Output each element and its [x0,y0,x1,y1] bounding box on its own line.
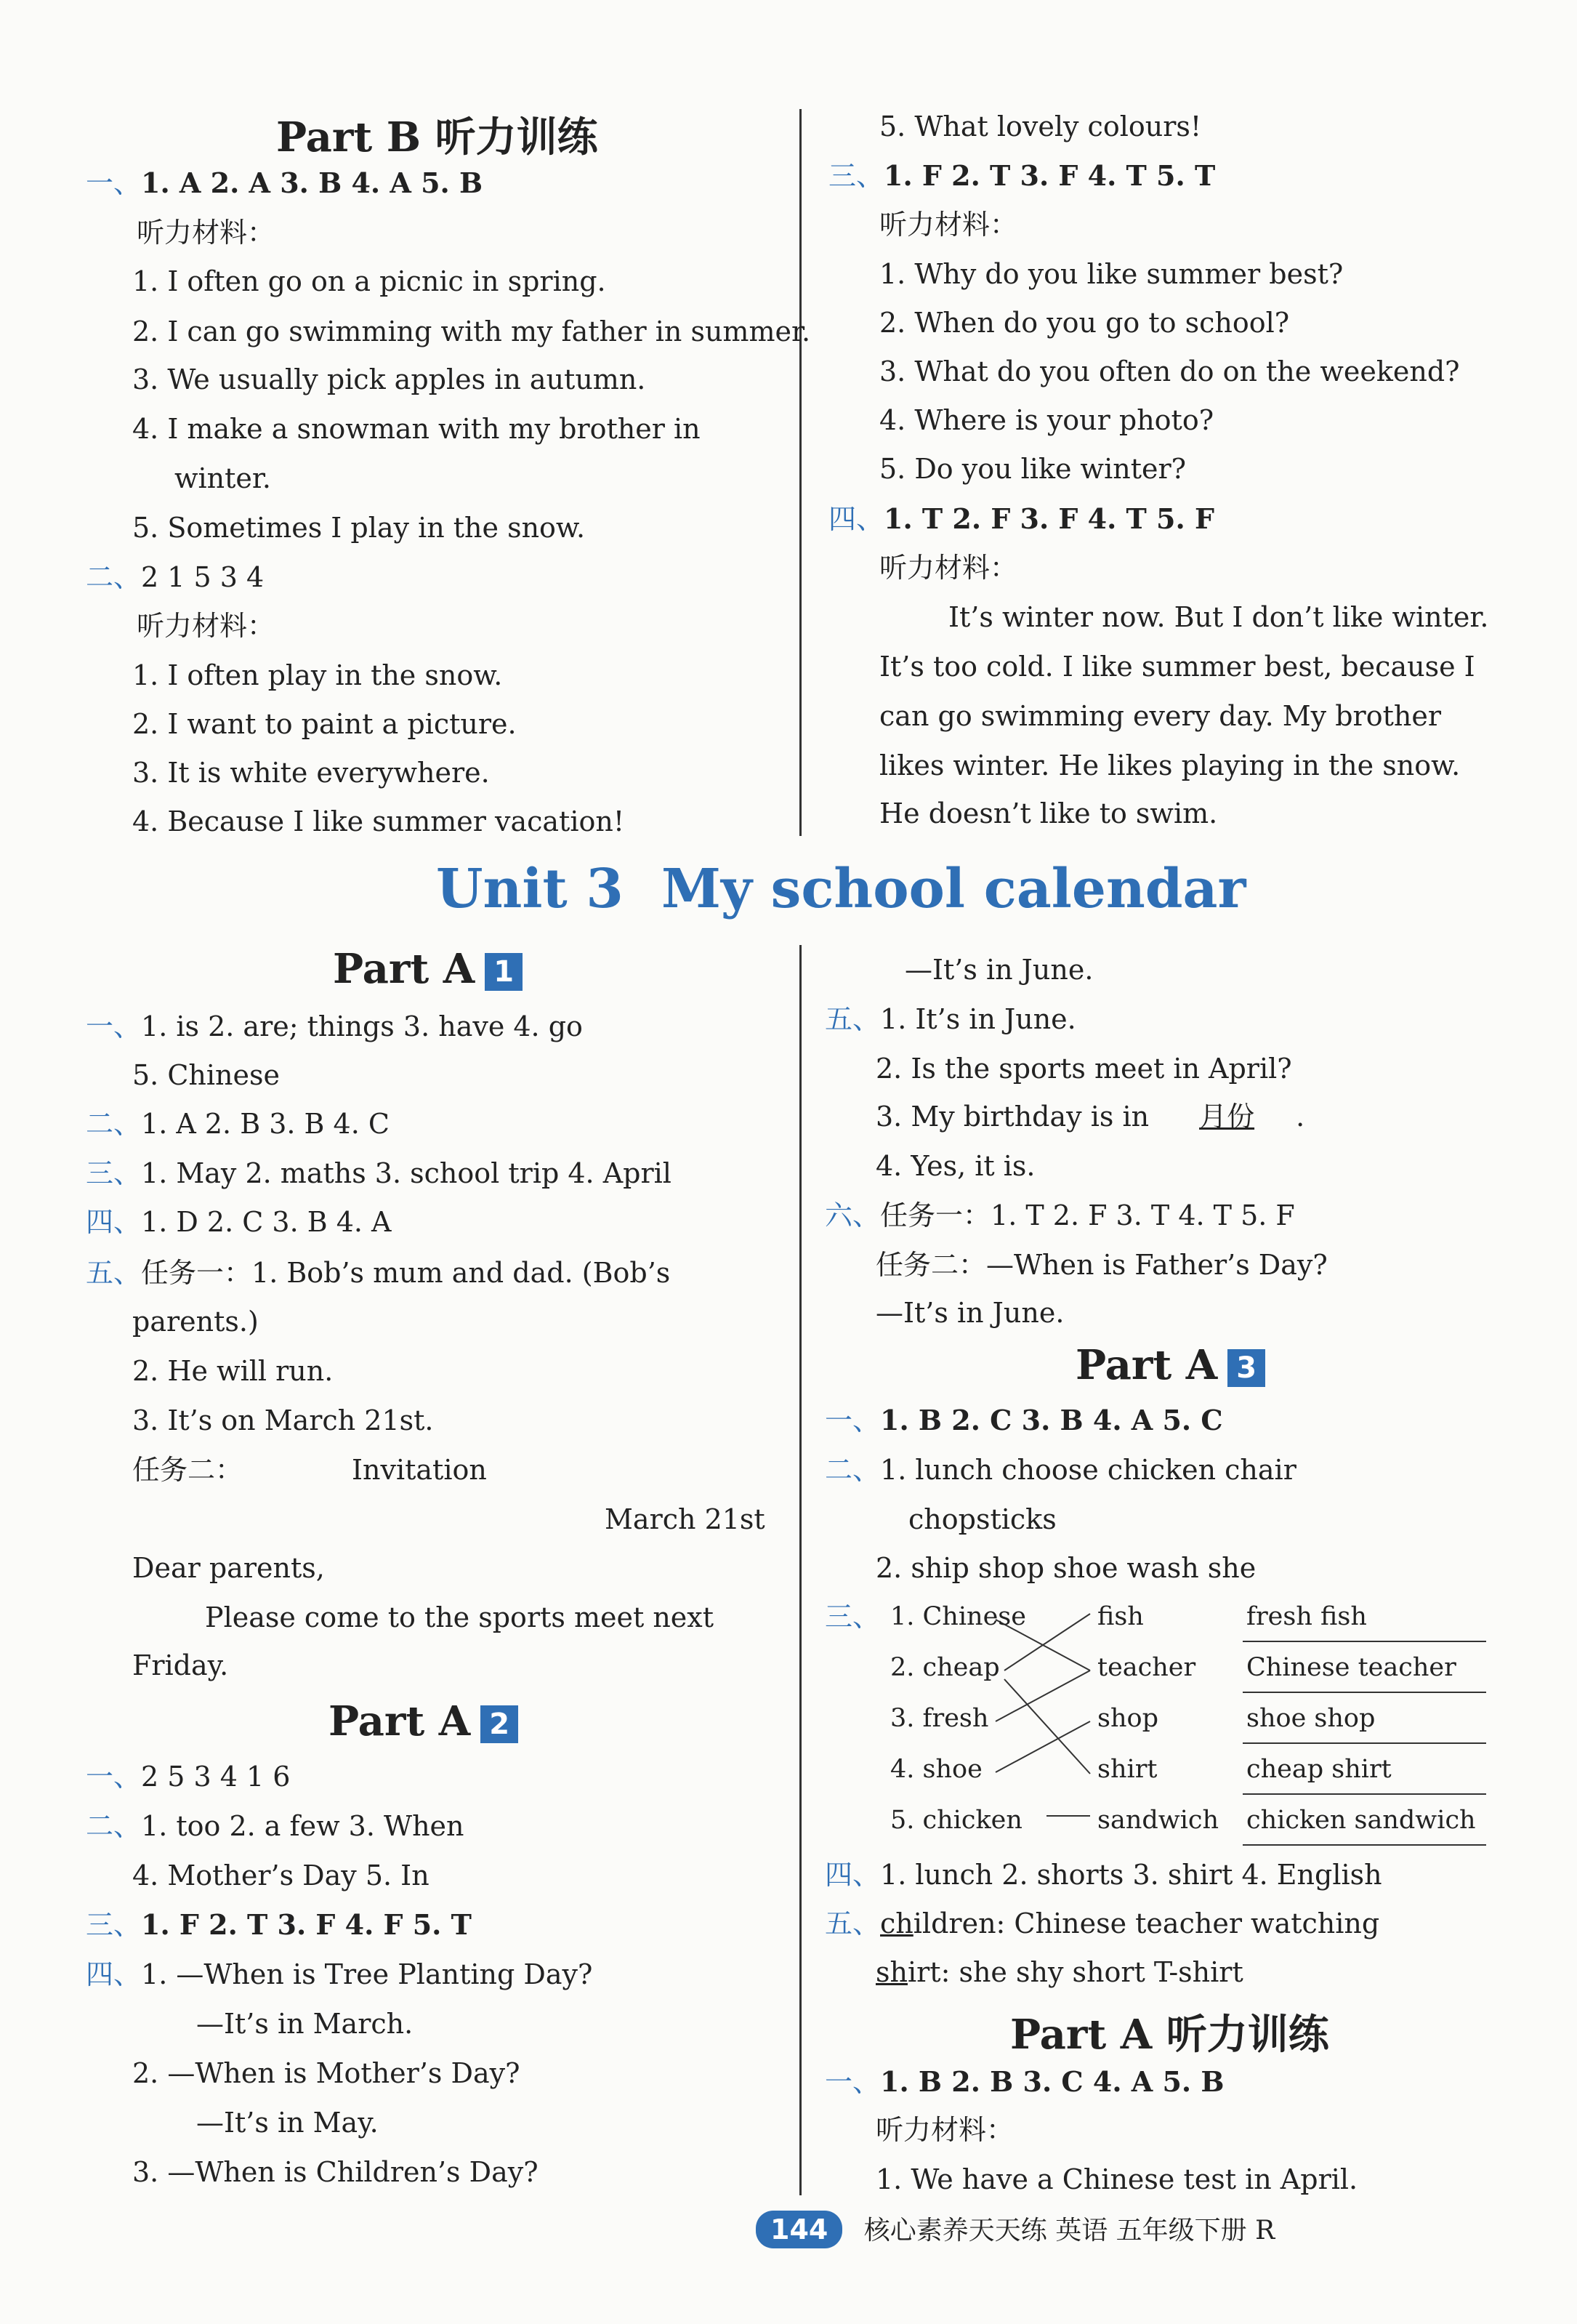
match-left: 5. chicken [890,1806,1023,1835]
answer-row: —It’s in June. [876,1297,1065,1329]
answer-row: 三、1. F 2. T 3. F 4. T 5. T [828,159,1216,192]
match-line-5 [996,1721,1090,1772]
answer-row: —It’s in June. [905,954,1094,986]
passage-line: It’s winter now. But I don’t like winter. [948,601,1489,633]
heading-part-a-3: Part A 3 [1076,1341,1265,1389]
answer-row: 2. ship shop shoe wash she [876,1552,1257,1584]
match-left: 4. shoe [890,1755,983,1784]
letter-greeting: Dear parents, [132,1552,325,1584]
material-line: 1. I often go on a picnic in spring. [132,265,606,297]
answer-row: 五、children: Chinese teacher watching [825,1907,1380,1939]
material-line: 4. Where is your photo? [879,404,1214,436]
match-answer: Chinese teacher [1246,1653,1456,1682]
unit-title: My school calendar [661,858,1246,920]
match-right: shop [1097,1704,1158,1733]
material-line: 3. We usually pick apples in autumn. [132,363,646,395]
answer-row: 一、1. is 2. are; things 3. have 4. go [86,1010,583,1042]
answer-row: 四、1. T 2. F 3. F 4. T 5. F [828,502,1214,535]
passage-line: He doesn’t like to swim. [879,797,1218,829]
letter-body: Friday. [132,1649,229,1681]
column-divider-bottom [799,945,802,2195]
heading-part-b-listening: Part B 听力训练 [276,113,598,161]
match-right: shirt [1097,1755,1158,1784]
answer-row: 三、1. F 2. T 3. F 4. F 5. T [86,1908,472,1941]
answer-row: 二、1. lunch choose chicken chair [825,1454,1296,1486]
answer-row: 任务二：—When is Father’s Day? [876,1249,1328,1281]
answer-row: 四、1. D 2. C 3. B 4. A [86,1206,392,1238]
answer-row: 任务二： Invitation [132,1454,487,1486]
answer-row: —It’s in May. [196,2107,379,2139]
material-label: 听力材料： [879,552,1018,584]
material-line: 4. I make a snowman with my brother in [132,413,701,445]
answer-row: 4. Yes, it is. [876,1150,1036,1182]
answer-row: shirt: she shy short T-shirt [876,1956,1243,1988]
answer-row: 一、1. A 2. A 3. B 4. A 5. B [86,166,483,199]
material-line: 3. What do you often do on the weekend? [879,355,1460,387]
answer-underline [1243,1742,1486,1744]
column-divider-top [799,109,802,836]
material-line: 2. When do you go to school? [879,307,1290,339]
match-right: fish [1097,1602,1144,1631]
book-title: 核心素养天天练 英语 五年级下册 R [863,2216,1275,2245]
answer-row: —It’s in March. [196,2008,414,2040]
match-answer: fresh fish [1246,1602,1367,1631]
match-answer: shoe shop [1246,1704,1376,1733]
unit-number: Unit 3 [436,858,624,920]
answer-row: 三、1. May 2. maths 3. school trip 4. April [86,1157,671,1189]
passage-line: likes winter. He likes playing in the snow. [879,749,1461,781]
passage-line: can go swimming every day. My brother [879,700,1441,732]
letter-body: Please come to the sports meet next [205,1601,714,1633]
match-right: teacher [1097,1653,1196,1682]
answer-row: 五、任务一：1. Bob’s mum and dad. (Bob’s [86,1257,671,1289]
answer-row: 2. He will run. [132,1355,334,1387]
answer-underline [1243,1692,1486,1693]
answer-row: 四、1. —When is Tree Planting Day? [86,1958,593,1990]
answer-row: 3. —When is Children’s Day? [132,2156,539,2188]
answer-row: 3. It’s on March 21st. [132,1404,434,1436]
letter-date: March 21st [605,1503,765,1535]
answer-row: 一、2 5 3 4 1 6 [86,1761,291,1793]
answer-row: 2. Is the sports meet in April? [876,1053,1292,1085]
material-line: 2. I can go swimming with my father in summer. [132,315,811,347]
answer-row: chopsticks [908,1503,1057,1535]
answer-row: parents.) [132,1306,259,1338]
page-footer [756,2210,1275,2248]
material-line: 2. I want to paint a picture. [132,708,517,740]
answer-row: 4. Mother’s Day 5. In [132,1859,429,1891]
match-right: sandwich [1097,1806,1219,1835]
material-label: 听力材料： [137,217,275,249]
match-left: 1. Chinese [890,1602,1026,1631]
answer-row: 二、1. too 2. a few 3. When [86,1810,464,1842]
material-line: 1. We have a Chinese test in April. [876,2163,1358,2195]
match-line-4 [996,1670,1090,1721]
answer-row: 3. My birthday is in 月份 . [876,1101,1305,1133]
material-line: 3. It is white everywhere. [132,757,490,789]
answer-underline [1243,1844,1486,1846]
material-line: 1. I often play in the snow. [132,659,503,691]
answer-row: 5. Chinese [132,1059,280,1091]
material-line: 1. Why do you like summer best? [879,258,1344,290]
answer-row: 一、1. B 2. B 3. C 4. A 5. B [825,2065,1225,2098]
material-label: 听力材料： [876,2114,1015,2146]
answer-row: 六、任务一：1. T 2. F 3. T 4. T 5. F [825,1199,1295,1231]
page-number: 144 [756,2211,842,2248]
match-answer: chicken sandwich [1246,1806,1476,1835]
answer-row: 二、1. A 2. B 3. B 4. C [86,1108,390,1140]
material-line: 5. Sometimes I play in the snow. [132,512,586,544]
answer-underline [1243,1793,1486,1795]
answer-underline [1243,1641,1486,1642]
material-line: 5. Do you like winter? [879,453,1187,485]
heading-part-a-2: Part A 2 [328,1697,518,1745]
material-line: 4. Because I like summer vacation! [132,805,625,837]
material-line: 5. What lovely colours! [879,110,1202,142]
answer-row: 一、1. B 2. C 3. B 4. A 5. C [825,1404,1223,1436]
match-answer: cheap shirt [1246,1755,1392,1784]
answer-row: 二、2 1 5 3 4 [86,561,265,593]
matching-lines [988,1607,1097,1825]
material-label: 听力材料： [137,610,275,642]
material-line: winter. [174,462,271,494]
material-label: 听力材料： [879,209,1018,241]
match-left: 3. fresh [890,1704,989,1733]
answer-row: 四、1. lunch 2. shorts 3. shirt 4. English [825,1859,1382,1891]
heading-part-a-listening: Part A 听力训练 [1010,2011,1329,2059]
match-left: 2. cheap [890,1653,1000,1682]
passage-line: It’s too cold. I like summer best, because I [879,651,1475,683]
answer-row: 五、1. It’s in June. [825,1003,1076,1035]
matching-label: 三、 [825,1601,881,1633]
heading-part-a-1: Part A 1 [333,945,523,993]
answer-row: 2. —When is Mother’s Day? [132,2057,520,2089]
